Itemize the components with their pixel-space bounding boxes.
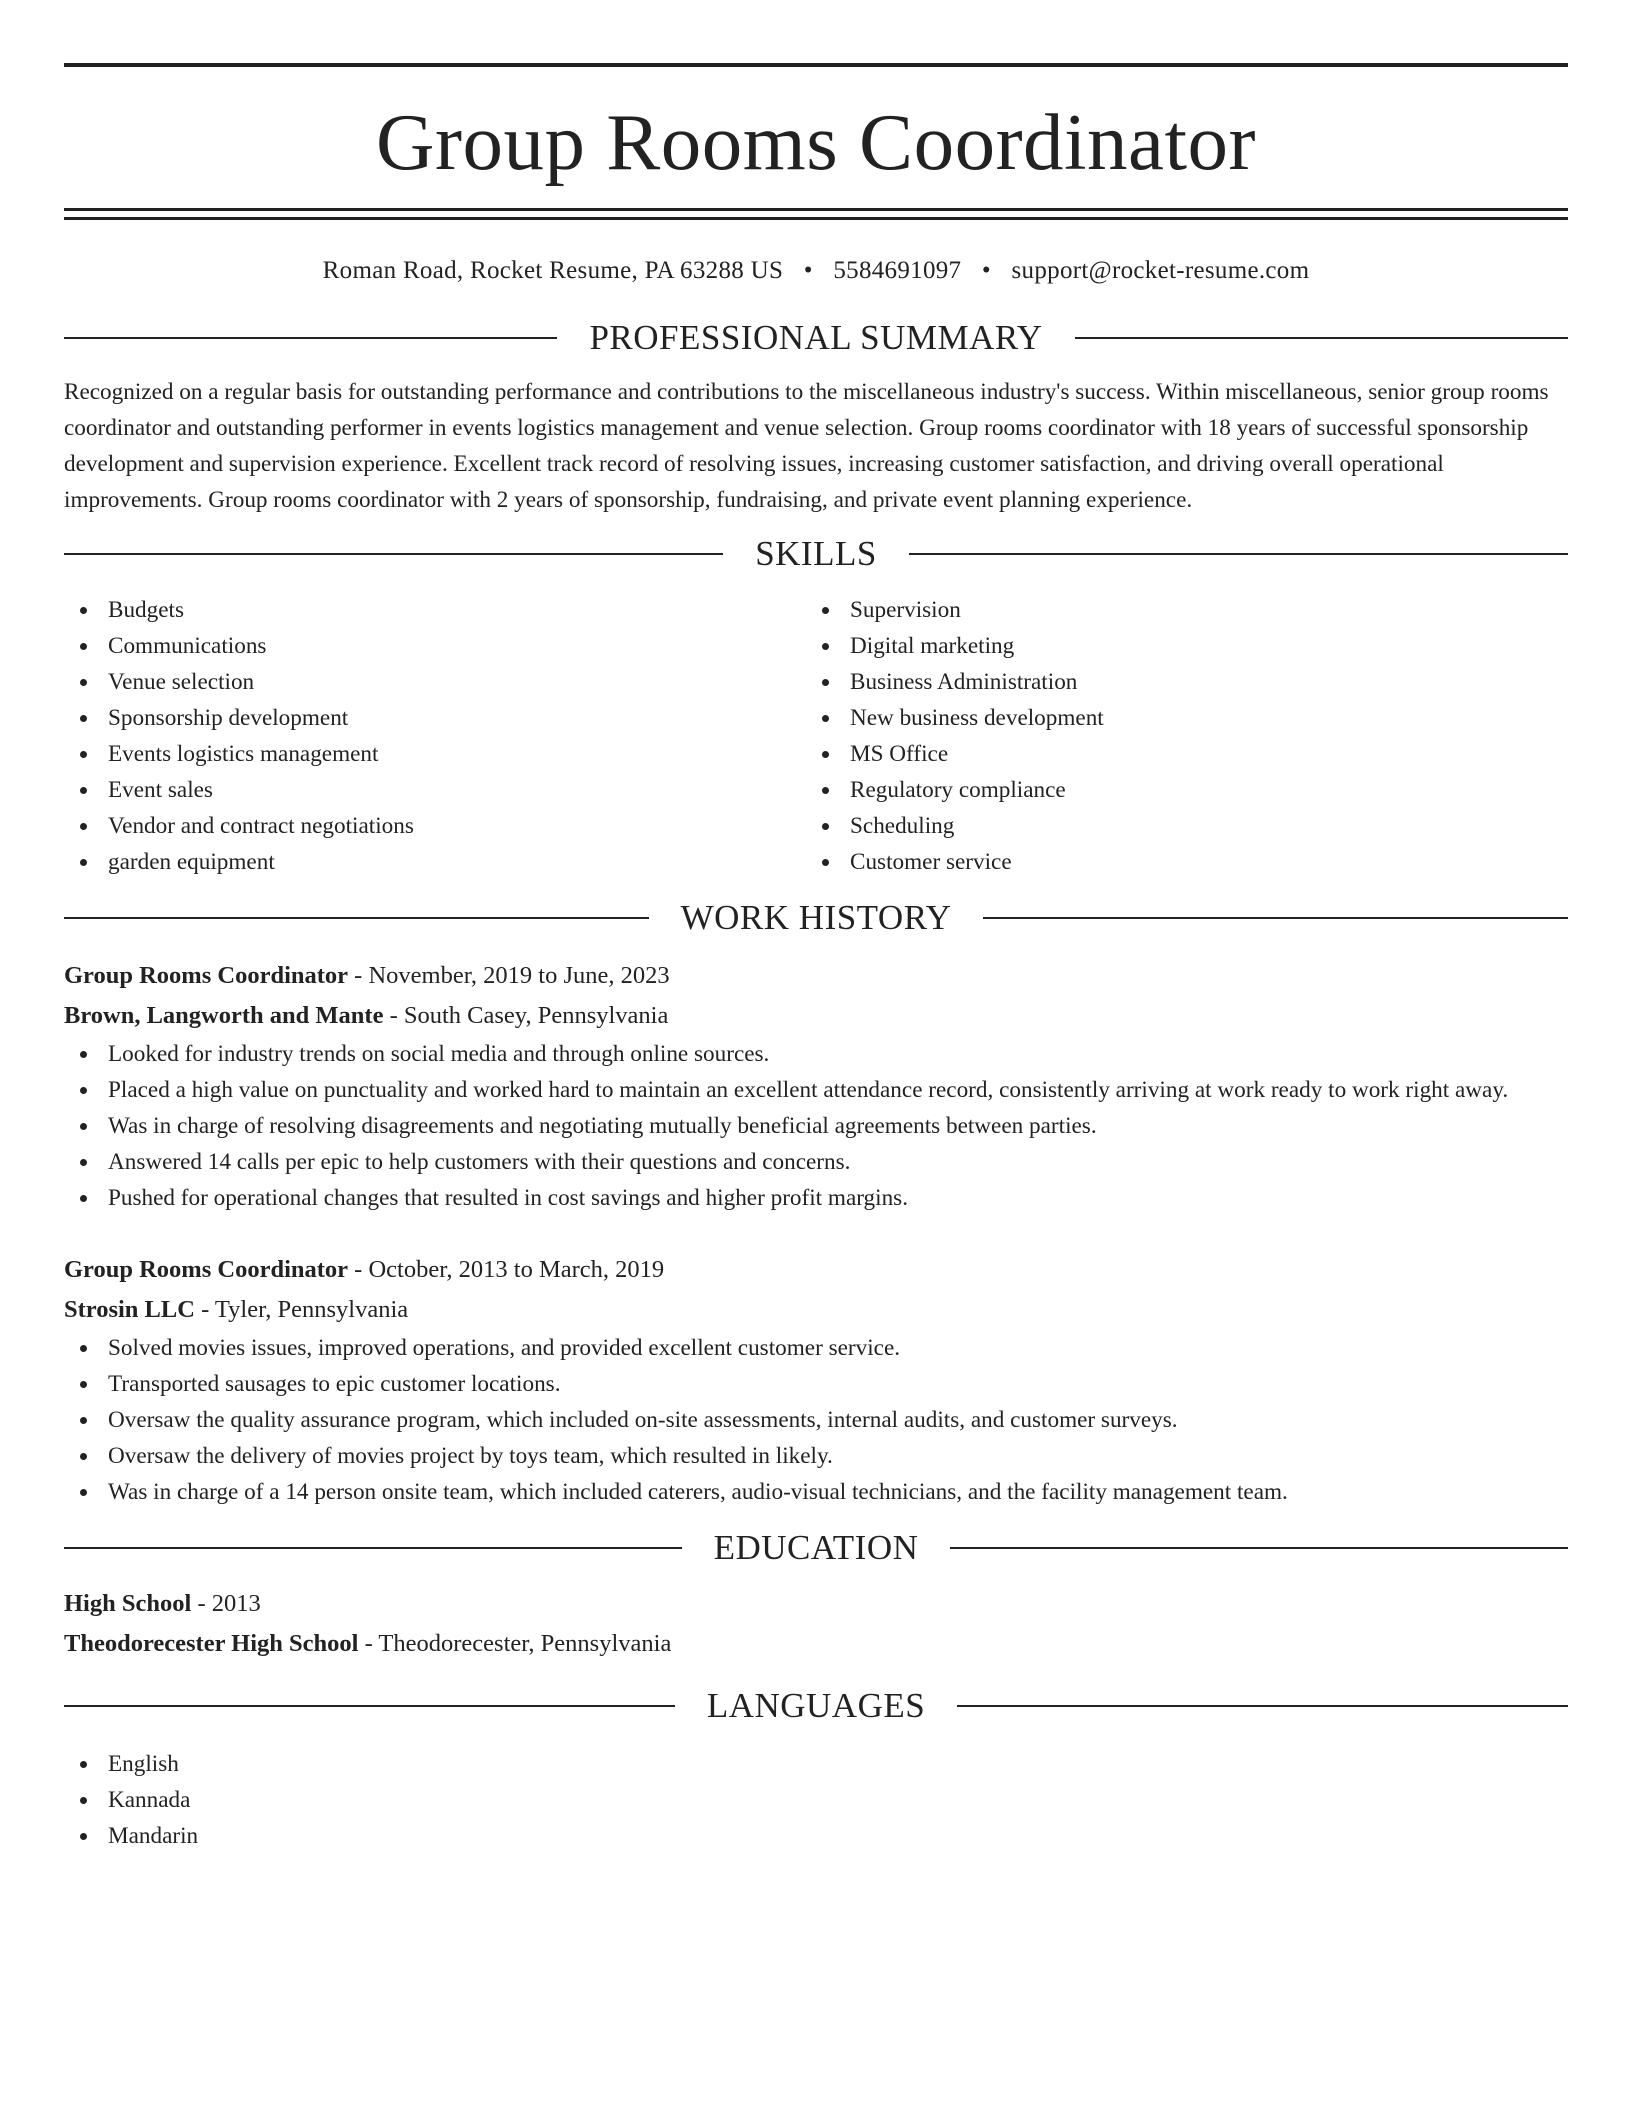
languages-list <box>64 1746 1568 1854</box>
job-company-line <box>64 1290 1568 1330</box>
job-company: Strosin LLC <box>64 1296 195 1323</box>
skill-item: Regulatory compliance <box>806 772 1548 808</box>
section-title-languages: LANGUAGES <box>706 1686 926 1725</box>
skill-item: New business development <box>806 700 1548 736</box>
language-item: Mandarin <box>64 1818 1568 1854</box>
job-bullet: Answered 14 calls per epic to help customers with their questions and concerns. <box>64 1144 1568 1180</box>
section-heading-work <box>64 894 1568 942</box>
section-title-work: WORK HISTORY <box>680 898 952 937</box>
heading-rule-left <box>64 1705 675 1707</box>
job-company-line <box>64 996 1568 1036</box>
job-title-line <box>64 1250 1568 1290</box>
job-bullet: Was in charge of a 14 person onsite team, which included caterers, audio-visual technicians, and the facility management team. <box>64 1474 1568 1510</box>
skill-item: Business Administration <box>806 664 1548 700</box>
job-bullet: Transported sausages to epic customer locations. <box>64 1366 1568 1402</box>
job-entry <box>64 956 1568 1216</box>
job-company: Brown, Langworth and Mante <box>64 1002 384 1029</box>
job-bullet: Looked for industry trends on social media and through online sources. <box>64 1036 1568 1072</box>
skill-item: Vendor and contract negotiations <box>64 808 806 844</box>
top-rule <box>64 63 1568 67</box>
job-bullet: Placed a high value on punctuality and worked hard to maintain an excellent attendance record, consistently arriving at work ready to work right away. <box>64 1072 1568 1108</box>
education-location: - Theodorecester, Pennsylvania <box>358 1630 672 1657</box>
skill-item: Budgets <box>64 592 806 628</box>
job-bullet: Pushed for operational changes that resulted in cost savings and higher profit margins. <box>64 1180 1568 1216</box>
job-bullet: Oversaw the quality assurance program, which included on-site assessments, internal audits, and customer surveys. <box>64 1402 1568 1438</box>
skill-item: Scheduling <box>806 808 1548 844</box>
skills-column-left <box>64 592 806 880</box>
job-location: - Tyler, Pennsylvania <box>194 1296 409 1323</box>
job-title-line <box>64 956 1568 996</box>
job-bullet: Was in charge of resolving disagreements and negotiating mutually beneficial agreements between parties. <box>64 1108 1568 1144</box>
skill-item: MS Office <box>806 736 1548 772</box>
language-item: Kannada <box>64 1782 1568 1818</box>
summary-text: Recognized on a regular basis for outstanding performance and contributions to the miscellaneous industry's success. Within miscellaneous, senior group rooms coordinator and outstanding performer in events logistics management and venue selection. Group rooms coordinator with 18 years of successful sponsorship development and supervision experience. Excellent track record of resolving issues, increasing customer satisfaction, and driving overall operational improvements. Group rooms coordinator with 2 years of sponsorship, fundraising, and private event planning experience. <box>64 379 1549 513</box>
education-degree-line <box>64 1584 1568 1624</box>
contact-address: Roman Road, Rocket Resume, PA 63288 US <box>322 257 784 284</box>
heading-rule-right <box>1075 337 1568 339</box>
skill-item: Customer service <box>806 844 1548 880</box>
education-school-line <box>64 1624 1568 1664</box>
skills-column-right <box>806 592 1548 880</box>
education-entry <box>64 1584 1568 1664</box>
heading-rule-left <box>64 1547 682 1549</box>
heading-rule-left <box>64 337 557 339</box>
section-heading-summary <box>64 314 1568 362</box>
heading-rule-right <box>957 1705 1568 1707</box>
language-item: English <box>64 1746 1568 1782</box>
heading-rule-left <box>64 917 649 919</box>
skill-item: Digital marketing <box>806 628 1548 664</box>
skill-item: garden equipment <box>64 844 806 880</box>
job-title: Group Rooms Coordinator <box>64 1256 349 1283</box>
skill-item: Venue selection <box>64 664 806 700</box>
education-degree: High School <box>64 1590 192 1617</box>
contact-separator: • <box>981 257 991 284</box>
heading-rule-right <box>950 1547 1568 1549</box>
section-heading-skills <box>64 530 1568 578</box>
skill-item: Communications <box>64 628 806 664</box>
contact-line <box>64 253 1568 289</box>
job-location: - South Casey, Pennsylvania <box>383 1002 669 1029</box>
job-entry <box>64 1250 1568 1510</box>
job-bullet: Solved movies issues, improved operations, and provided excellent customer service. <box>64 1330 1568 1366</box>
page-title: Group Rooms Coordinator <box>376 97 1256 187</box>
skills-list <box>64 592 1568 880</box>
job-bullet: Oversaw the delivery of movies project by toys team, which resulted in likely. <box>64 1438 1568 1474</box>
heading-rule-right <box>909 553 1568 555</box>
education-school: Theodorecester High School <box>64 1630 359 1657</box>
contact-separator: • <box>803 257 813 284</box>
section-title-education: EDUCATION <box>713 1528 919 1567</box>
job-title: Group Rooms Coordinator <box>64 962 349 989</box>
section-title-skills: SKILLS <box>755 534 877 573</box>
skill-item: Supervision <box>806 592 1548 628</box>
section-heading-languages <box>64 1682 1568 1730</box>
section-heading-education <box>64 1524 1568 1572</box>
skill-item: Event sales <box>64 772 806 808</box>
heading-rule-right <box>983 917 1568 919</box>
education-year: - 2013 <box>191 1590 261 1617</box>
job-dates: - October, 2013 to March, 2019 <box>348 1256 665 1283</box>
job-dates: - November, 2019 to June, 2023 <box>348 962 670 989</box>
job-bullet-list <box>64 1036 1568 1216</box>
contact-email: support@rocket-resume.com <box>1011 257 1310 284</box>
heading-rule-left <box>64 553 723 555</box>
contact-phone: 5584691097 <box>833 257 962 284</box>
title-double-rule <box>64 208 1568 220</box>
skill-item: Events logistics management <box>64 736 806 772</box>
job-bullet-list <box>64 1330 1568 1510</box>
skill-item: Sponsorship development <box>64 700 806 736</box>
section-title-summary: PROFESSIONAL SUMMARY <box>589 318 1043 357</box>
